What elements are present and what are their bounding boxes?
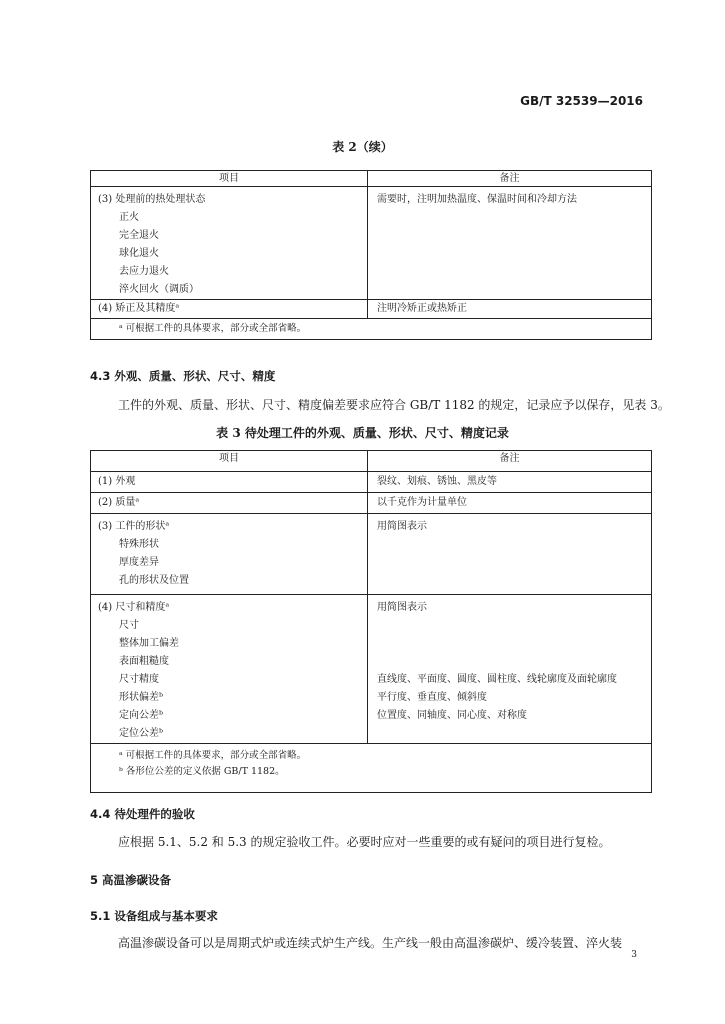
remark-text: 平行度、垂直度、倾斜度 — [377, 692, 487, 703]
table3-col-remark: 备注 — [368, 451, 652, 472]
table2-row-straightening-remark — [368, 300, 652, 319]
section-5-1-heading: 5.1 设备组成与基本要求 — [90, 909, 218, 923]
list-item: 定向公差ᵇ — [119, 710, 163, 721]
remark-text: 需要时，注明加热温度、保温时间和冷却方法 — [377, 194, 577, 205]
table3-row-dimension — [91, 595, 368, 744]
table2-col-remark: 备注 — [368, 171, 652, 187]
table2-row-heat-state — [91, 187, 368, 300]
table3 — [90, 450, 652, 793]
remark-text: 注明冷矫正或热矫正 — [377, 303, 467, 314]
table3-row-shape-remark — [368, 514, 652, 595]
remark-text: 用简图表示 — [377, 521, 427, 532]
section-4-3-text: 工件的外观、质量、形状、尺寸、精度偏差要求应符合 GB/T 1182 的规定，记录应予以保存，见表 3。 — [118, 398, 670, 412]
list-item: 厚度差异 — [119, 557, 159, 568]
section-5-heading: 5 高温渗碳设备 — [90, 873, 172, 887]
footnote-b: ᵇ 各形位公差的定义依据 GB/T 1182。 — [119, 766, 285, 777]
table-row-title: (2) 质量ᵃ — [98, 497, 140, 508]
table2-row-straightening — [91, 300, 368, 319]
section-4-4-text: 应根据 5.1、5.2 和 5.3 的规定验收工件。必要时应对一些重要的或有疑问的项目进行复检。 — [118, 835, 611, 849]
table3-row-shape — [91, 514, 368, 595]
list-item: 淬火回火（调质） — [119, 284, 199, 295]
table2-notes — [91, 319, 652, 340]
list-item: 尺寸 — [119, 620, 139, 631]
table3-caption: 表 3 待处理工件的外观、质量、形状、尺寸、精度记录 — [216, 426, 509, 440]
table3-row-dimension-remark — [368, 595, 652, 744]
list-item: 去应力退火 — [119, 266, 169, 277]
section-4-3-heading: 4.3 外观、质量、形状、尺寸、精度 — [90, 369, 276, 383]
list-item: 特殊形状 — [119, 539, 159, 550]
table-row-title: (3) 工件的形状ᵃ — [98, 521, 170, 532]
remark-text: 直线度、平面度、圆度、圆柱度、线轮廓度及面轮廓度 — [377, 674, 617, 685]
page-number: 3 — [631, 950, 637, 960]
table3-row-mass-remark — [368, 493, 652, 514]
remark-text: 以千克作为计量单位 — [377, 497, 467, 508]
table-row-title: (4) 尺寸和精度ᵃ — [98, 602, 170, 613]
table2-caption: 表 2（续） — [332, 140, 393, 154]
section-5-1-text: 高温渗碳设备可以是周期式炉或连续式炉生产线。生产线一般由高温渗碳炉、缓冷装置、淬火装 — [118, 936, 623, 950]
table-row-title: (3) 处理前的热处理状态 — [98, 194, 206, 205]
list-item: 形状偏差ᵇ — [119, 692, 163, 703]
table2-row-heat-state-remark — [368, 187, 652, 300]
section-4-4-heading: 4.4 待处理件的验收 — [90, 807, 195, 821]
list-item: 孔的形状及位置 — [119, 575, 189, 586]
list-item: 尺寸精度 — [119, 674, 159, 685]
footnote-a: ᵃ 可根据工件的具体要求，部分或全部省略。 — [119, 323, 307, 334]
list-item: 定位公差ᵇ — [119, 728, 163, 739]
remark-text: 位置度、同轴度、同心度、对称度 — [377, 710, 527, 721]
list-item: 表面粗糙度 — [119, 656, 169, 667]
table3-row-appearance — [91, 472, 368, 493]
table2-col-item: 项目 — [91, 171, 368, 187]
remark-text: 用简图表示 — [377, 602, 427, 613]
table2 — [90, 170, 652, 340]
table-row-title: (1) 外观 — [98, 476, 136, 487]
list-item: 整体加工偏差 — [119, 638, 179, 649]
table-row-title: (4) 矫正及其精度ᵃ — [98, 303, 180, 314]
table3-row-appearance-remark — [368, 472, 652, 493]
list-item: 完全退火 — [119, 230, 159, 241]
standard-number: GB/T 32539—2016 — [520, 94, 643, 108]
list-item: 正火 — [119, 212, 139, 223]
remark-text: 裂纹、划痕、锈蚀、黑皮等 — [377, 476, 497, 487]
footnote-a: ᵃ 可根据工件的具体要求，部分或全部省略。 — [119, 750, 307, 761]
table3-notes — [91, 744, 652, 793]
list-item: 球化退火 — [119, 248, 159, 259]
table3-col-item: 项目 — [91, 451, 368, 472]
table3-row-mass — [91, 493, 368, 514]
